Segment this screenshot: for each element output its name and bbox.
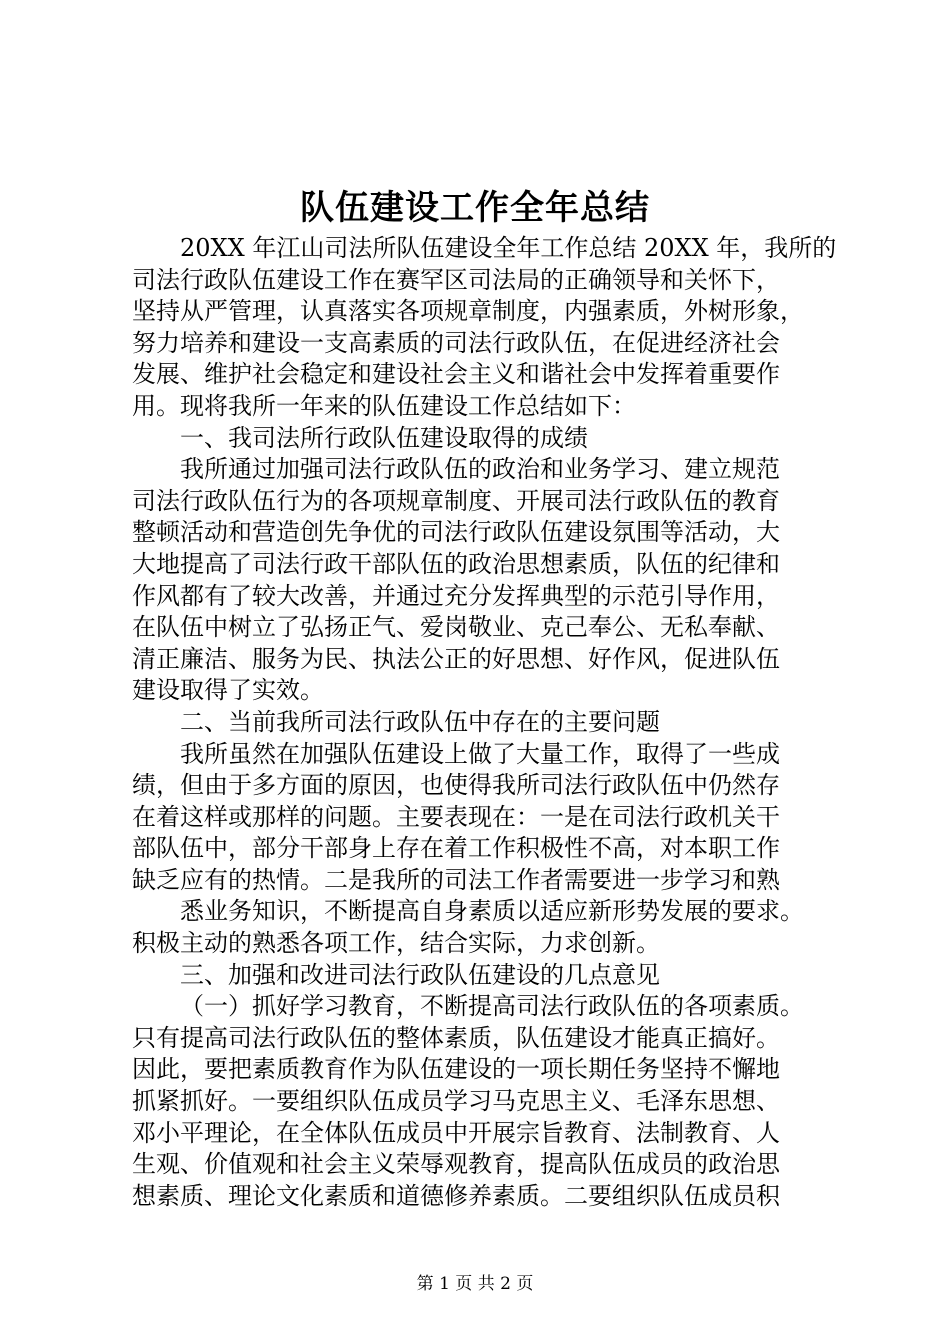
body-line: 坚持从严管理，认真落实各项规章制度，内强素质，外树形象， [132,297,804,326]
body-line: 努力培养和建设一支高素质的司法行政队伍，在促进经济社会 [132,328,780,357]
body-line: 我所通过加强司法行政队伍的政治和业务学习、建立规范 [180,455,780,484]
document-body [132,233,837,1212]
body-line: 想素质、理论文化素质和道德修养素质。二要组织队伍成员积 [132,1181,780,1210]
document-title: 队伍建设工作全年总结 [300,188,650,228]
body-line: 建设取得了实效。 [132,676,324,705]
body-line: 作风都有了较大改善，并通过充分发挥典型的示范引导作用， [132,581,780,610]
body-line: 生观、价值观和社会主义荣辱观教育，提高队伍成员的政治思 [132,1150,780,1179]
body-line: 我所虽然在加强队伍建设上做了大量工作，取得了一些成 [180,739,780,768]
body-line: 只有提高司法行政队伍的整体素质，队伍建设才能真正搞好。 [132,1023,780,1052]
body-line: 悉业务知识，不断提高自身素质以适应新形势发展的要求。 [180,897,804,926]
subsection-heading: （一）抓好学习教育，不断提高司法行政队伍的各项素质。 [180,992,804,1021]
body-line: 清正廉洁、服务为民、执法公正的好思想、好作风，促进队伍 [132,644,780,673]
body-line: 司法行政队伍行为的各项规章制度、开展司法行政队伍的教育 [132,486,780,515]
section-heading-2: 二、当前我所司法行政队伍中存在的主要问题 [180,707,660,736]
body-line: 缺乏应有的热情。二是我所的司法工作者需要进一步学习和熟 [132,865,780,894]
body-line: 司法行政队伍建设工作在赛罕区司法局的正确领导和关怀下， [132,265,780,294]
body-line: 整顿活动和营造创先争优的司法行政队伍建设氛围等活动，大 [132,518,780,547]
body-line: 在着这样或那样的问题。主要表现在：一是在司法行政机关干 [132,802,780,831]
body-line: 因此，要把素质教育作为队伍建设的一项长期任务坚持不懈地 [132,1055,780,1084]
body-line: 20XX 年江山司法所队伍建设全年工作总结 20XX 年，我所的 [180,234,837,262]
body-line: 绩，但由于多方面的原因，也使得我所司法行政队伍中仍然存 [132,771,780,800]
body-line: 大地提高了司法行政干部队伍的政治思想素质，队伍的纪律和 [132,549,780,578]
body-line: 部队伍中，部分干部身上存在着工作积极性不高，对本职工作 [132,834,780,863]
body-line: 用。现将我所一年来的队伍建设工作总结如下： [132,391,636,420]
body-line: 积极主动的熟悉各项工作，结合实际，力求创新。 [132,929,660,958]
body-line: 抓紧抓好。一要组织队伍成员学习马克思主义、毛泽东思想、 [132,1087,780,1116]
body-line: 邓小平理论，在全体队伍成员中开展宗旨教育、法制教育、人 [132,1118,780,1147]
body-line: 发展、维护社会稳定和建设社会主义和谐社会中发挥着重要作 [132,360,780,389]
section-heading-3: 三、加强和改进司法行政队伍建设的几点意见 [180,960,660,989]
section-heading-1: 一、我司法所行政队伍建设取得的成绩 [180,423,588,452]
page-footer: 第 1 页 共 2 页 [416,1274,534,1294]
body-line: 在队伍中树立了弘扬正气、爱岗敬业、克己奉公、无私奉献、 [132,613,780,642]
